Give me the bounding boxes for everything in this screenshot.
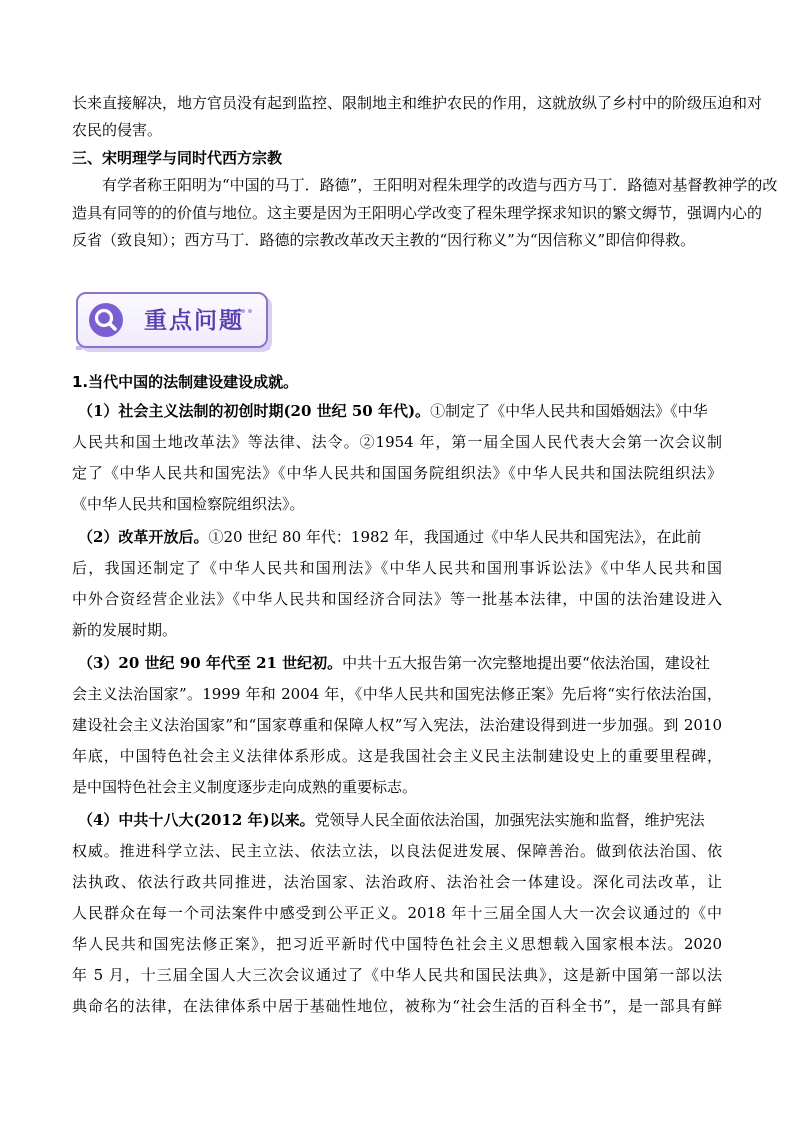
subsection-text: 党领导人民全面依法治国，加强宪法实施和监督，维护宪法 [314, 811, 705, 829]
banner-frame [76, 292, 268, 348]
question-heading: 1.当代中国的法制建设建设成就。 [72, 373, 299, 391]
paragraph-line: 人民群众在每一个司法案件中感受到公平正义。2018 年十三届全国人大一次会议通过的《中 [72, 904, 722, 922]
subsection-label: （3）20 世纪 90 年代至 21 世纪初。 [78, 654, 343, 672]
intro-line-1: 长来直接解决，地方官员没有起到监控、限制地主和维护农民的作用，这就放纵了乡村中的阶级压迫和对 [72, 94, 763, 112]
intro-line-2: 农民的侵害。 [72, 121, 163, 139]
paragraph-line: 定了《中华人民共和国宪法》《中华人民共和国国务院组织法》《中华人民共和国法院组织法》 [72, 464, 722, 482]
subsection-text: 中共十五大报告第一次完整地提出要“依法治国，建设社 [342, 654, 710, 672]
paragraph-line: 年 5 月，十三届全国人大三次会议通过了《中华人民共和国民法典》，这是新中国第一部以法 [72, 966, 722, 984]
paragraph-line: 反省（致良知）；西方马丁．路德的宗教改革改天主教的“因行称义”为“因信称义”即信仰得救。 [72, 231, 696, 249]
section-heading: 三、宋明理学与同时代西方宗教 [72, 149, 283, 167]
paragraph-line: 建设社会主义法治国家”和“国家尊重和保障人权”写入宪法，法治建设得到进一步加强。到 2010 [72, 716, 722, 734]
paragraph-line: 典命名的法律，在法律体系中居于基础性地位，被称为“社会生活的百科全书”，是一部具有鲜 [72, 997, 722, 1015]
subsection-label: （2）改革开放后。 [78, 528, 209, 546]
paragraph-line: 新的发展时期。 [72, 621, 178, 639]
subsection-text: ①20 世纪 80 年代：1982 年，我国通过《中华人民共和国宪法》，在此前 [208, 528, 702, 546]
paragraph-line: 造具有同等的的价值与地位。这主要是因为王阳明心学改变了程朱理学探求知识的繁文缛节，强调内心的 [72, 204, 763, 222]
subsection-text: 人民共和国婚姻法》《中华 [535, 402, 708, 420]
paragraph-line: 权威。推进科学立法、民主立法、依法立法，以良法促进发展、保障善治。做到依法治国、依 [72, 842, 722, 860]
paragraph-line: 年底，中国特色社会主义法律体系形成。这是我国社会主义民主法制建设史上的重要里程碑， [72, 747, 722, 765]
subsection-text: ①制定了《中华 [430, 402, 536, 420]
banner-dots [234, 298, 260, 306]
paragraph-line: 法执政、依法行政共同推进，法治国家、法治政府、法治社会一体建设。深化司法改革，让 [72, 873, 722, 891]
paragraph-line: 会主义法治国家”。1999 年和 2004 年，《中华人民共和国宪法修正案》先后将“实行依法治国， [72, 685, 722, 703]
paragraph-line: 有学者称王阳明为“中国的马丁．路德”，王阳明对程朱理学的改造与西方马丁．路德对基督教神学的改 [102, 176, 778, 194]
paragraph-line: 是中国特色社会主义制度逐步走向成熟的重要标志。 [72, 778, 418, 796]
magnifier-icon [88, 302, 124, 338]
paragraph-line: 《中华人民共和国检察院组织法》。 [72, 495, 305, 513]
subsection-line [78, 401, 708, 421]
banner-title: 重点问题 [144, 308, 244, 334]
subsection-line [78, 653, 710, 673]
paragraph-line: 人民共和国土地改革法》等法律、法令。②1954 年，第一届全国人民代表大会第一次会议制 [72, 433, 722, 451]
subsection-line [78, 810, 705, 830]
paragraph-line: 中外合资经营企业法》《中华人民共和国经济合同法》等一批基本法律，中国的法治建设进入 [72, 590, 722, 608]
subsection-line [78, 527, 701, 547]
paragraph-line: 华人民共和国宪法修正案》，把习近平新时代中国特色社会主义思想载入国家根本法。2020 [72, 935, 722, 953]
subsection-label: （4）中共十八大(2012 年)以来。 [78, 811, 315, 829]
subsection-label: （1）社会主义法制的初创时期(20 世纪 50 年代)。 [78, 402, 431, 420]
key-issues-banner [76, 292, 270, 350]
paragraph-line: 后，我国还制定了《中华人民共和国刑法》《中华人民共和国刑事诉讼法》《中华人民共和国 [72, 559, 722, 577]
